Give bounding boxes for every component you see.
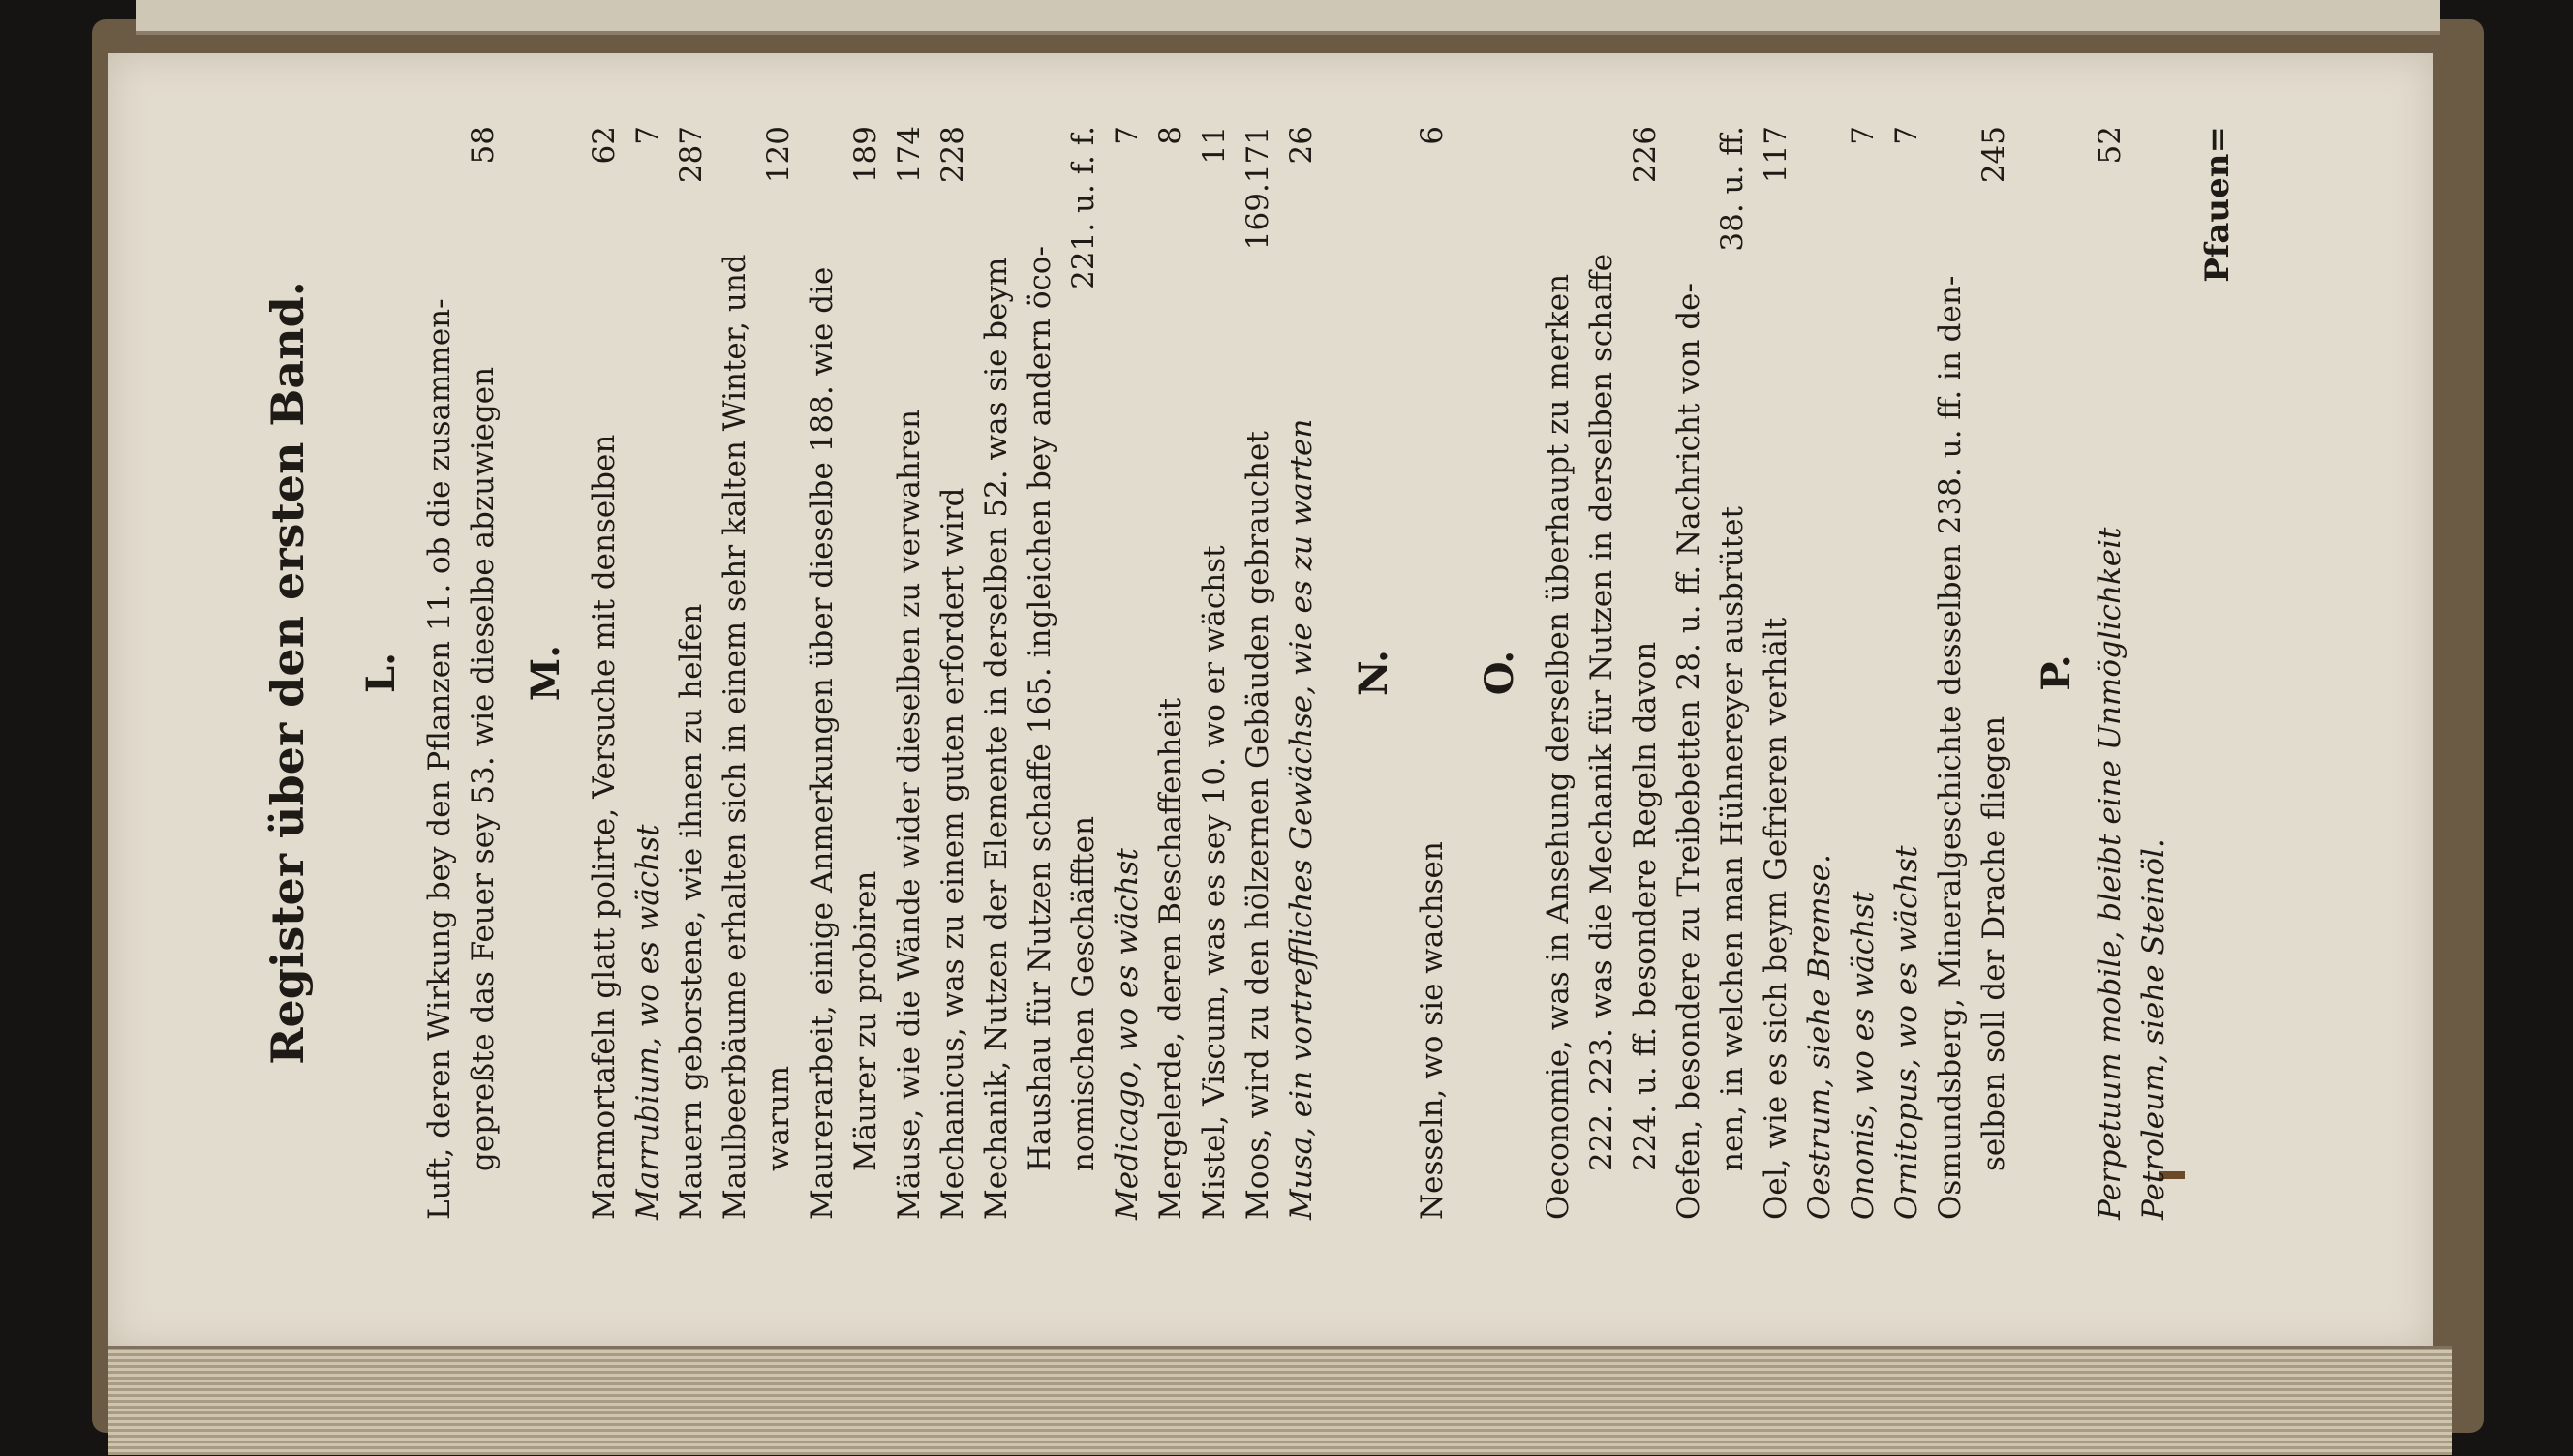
entry-page: 245 xyxy=(1976,126,2011,184)
entry-text: Medicago, wo es wächst xyxy=(1110,848,1145,1220)
entry-page: 52 xyxy=(2093,126,2128,165)
entry-text: Maurerarbeit, einige Anmerkungen über dieselbe 188. wie die xyxy=(805,266,840,1220)
index-entry xyxy=(1753,126,1799,1220)
index-entry xyxy=(460,126,506,1220)
entry-page: 8 xyxy=(1153,126,1188,145)
index-entry xyxy=(1884,126,1930,1220)
index-entry xyxy=(1840,126,1886,1220)
index-entry xyxy=(1191,126,1238,1220)
entry-page: 287 xyxy=(674,126,709,184)
entry-text: Perpetuum mobile, bleibt eine Unmöglichkeit xyxy=(2093,527,2128,1220)
entry-text: Oeconomie, was in Ansehung derselben überhaupt zu merken xyxy=(1541,273,1576,1220)
index-entry xyxy=(1235,126,1281,1220)
entry-page: 38. u. ff. xyxy=(1715,126,1750,252)
entry-text: Petroleum, siehe Steinöl. xyxy=(2136,838,2171,1220)
entry-text: Marrubium, wo es wächst xyxy=(630,824,665,1220)
index-entry xyxy=(886,126,933,1220)
entry-page: 7 xyxy=(1889,126,1924,145)
entry-page: 120 xyxy=(761,126,796,184)
index-entry xyxy=(1622,126,1669,1220)
entry-page: 174 xyxy=(892,126,927,184)
entry-page: 117 xyxy=(1759,126,1793,184)
entry-page: 228 xyxy=(935,126,970,184)
entry-text: nen, in welchen man Hühnereyer ausbrütet xyxy=(1715,506,1750,1171)
entry-text: Luft, deren Wirkung bey den Pflanzen 11. ob die zusammen- xyxy=(422,298,457,1220)
index-entry xyxy=(1535,126,1581,1220)
entry-text: Mäuse, wie die Wände wider dieselben zu verwahren xyxy=(892,410,927,1220)
entry-text: Ononis, wo es wächst xyxy=(1846,891,1881,1220)
entry-text: selben soll der Drache fliegen xyxy=(1976,715,2011,1171)
entry-text: Osmundsberg, Mineralgeschichte desselben 238. u. ff. in den- xyxy=(1933,275,1968,1220)
index-entry xyxy=(973,126,1020,1220)
index-entry xyxy=(1148,126,1194,1220)
entry-page: 7 xyxy=(1846,126,1881,145)
entry-text: Ornitopus, wo es wächst xyxy=(1889,845,1924,1220)
entry-page: 7 xyxy=(1110,126,1145,145)
catchword: Pfauen= xyxy=(2198,126,2237,283)
entry-text: Mauern geborstene, wie ihnen zu helfen xyxy=(674,603,709,1220)
entry-text: 224. u. ff. besondere Regeln davon xyxy=(1628,641,1663,1171)
index-entry xyxy=(1278,126,1325,1220)
entry-text: 222. 223. was die Mechanik für Nutzen in derselben schaffe xyxy=(1584,253,1619,1171)
section-letter-m: M. xyxy=(523,644,568,702)
index-entry xyxy=(755,126,802,1220)
index-entry xyxy=(1017,126,1063,1220)
index-entry xyxy=(1578,126,1625,1220)
index-entry xyxy=(930,126,976,1220)
index-entry xyxy=(1709,126,1756,1220)
entry-text: Marmortafeln glatt polirte, Versuche mit denselben xyxy=(587,434,622,1220)
index-entry xyxy=(1796,126,1843,1220)
entry-text: Maulbeerbäume erhalten sich in einem sehr kalten Winter, und xyxy=(718,254,752,1220)
section-letter-p: P. xyxy=(2034,654,2079,691)
rotated-text-block xyxy=(261,126,2247,1220)
entry-text: Mechanik, Nutzen der Elemente in derselben 52. was sie beym xyxy=(979,257,1014,1220)
index-entry xyxy=(1104,126,1150,1220)
index-entry xyxy=(842,126,889,1220)
index-entry xyxy=(799,126,845,1220)
entry-page: 221. u. f. f. xyxy=(1066,126,1101,289)
entry-page: 169.171 xyxy=(1241,126,1275,251)
page-edges xyxy=(108,1346,2452,1455)
entry-page: 58 xyxy=(466,126,501,165)
entry-text: Musa, ein vortreffliches Gewächse, wie es zu warten xyxy=(1284,418,1319,1220)
entry-text: Oel, wie es sich beym Gefrieren verhält xyxy=(1759,617,1793,1220)
entry-page: 226 xyxy=(1628,126,1663,184)
index-entry xyxy=(625,126,671,1220)
entry-text: Mäurer zu probiren xyxy=(848,870,883,1171)
entry-page: 26 xyxy=(1284,126,1319,165)
entry-text: Oefen, besondere zu Treibebetten 28. u. ff. Nachricht von de- xyxy=(1671,283,1706,1220)
entry-page: 7 xyxy=(630,126,665,145)
entry-text: nomischen Geschäfften xyxy=(1066,816,1101,1171)
index-entry xyxy=(1060,126,1107,1220)
entry-text: gepreßte das Feuer sey 53. wie dieselbe abzuwiegen xyxy=(466,366,501,1171)
entry-text: Moos, wird zu den hölzernen Gebäuden gebrauchet xyxy=(1241,431,1275,1220)
index-entry xyxy=(1666,126,1712,1220)
entry-text: Mergelerde, deren Beschaffenheit xyxy=(1153,697,1188,1220)
index-entry xyxy=(1409,126,1455,1220)
section-letter-o: O. xyxy=(1477,650,1522,696)
index-entry xyxy=(1971,126,2017,1220)
index-entry xyxy=(668,126,715,1220)
entry-page: 189 xyxy=(848,126,883,184)
entry-text: Nesseln, wo sie wachsen xyxy=(1415,841,1450,1220)
section-letter-l: L. xyxy=(358,652,404,694)
entry-text: Haushau für Nutzen schaffe 165. ingleichen bey andern öco- xyxy=(1023,245,1057,1171)
index-entry xyxy=(2087,126,2133,1220)
entry-page: 62 xyxy=(587,126,622,165)
index-entry xyxy=(712,126,758,1220)
entry-text: warum xyxy=(761,1065,796,1171)
index-entry xyxy=(1927,126,1974,1220)
index-entry xyxy=(2130,126,2177,1220)
index-entry xyxy=(416,126,463,1220)
entry-text: Mistel, Viscum, was es sey 10. wo er wächst xyxy=(1197,545,1232,1220)
entry-text: Mechanicus, was zu einem guten erfordert wird xyxy=(935,487,970,1220)
section-letter-n: N. xyxy=(1351,650,1396,696)
entry-text: Oestrum, siehe Bremse. xyxy=(1802,854,1837,1220)
index-entry xyxy=(581,126,628,1220)
page-title: Register über den ersten Band. xyxy=(261,281,314,1065)
entry-page: 6 xyxy=(1415,126,1450,145)
entry-page: 11 xyxy=(1197,126,1232,165)
previous-page-edge xyxy=(136,0,2440,35)
